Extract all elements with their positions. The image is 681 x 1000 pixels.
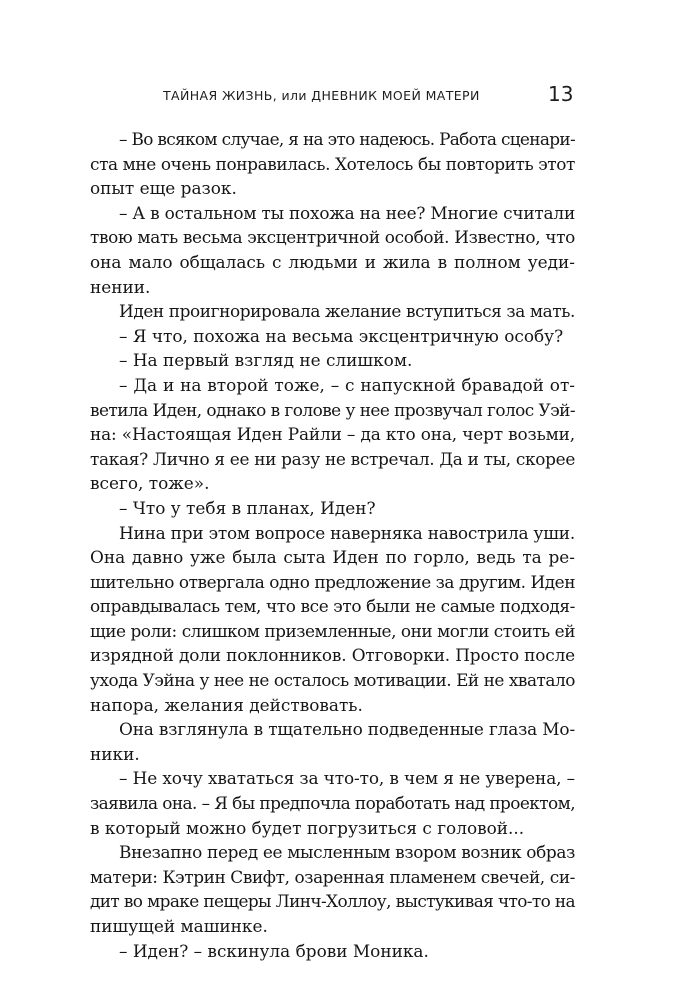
text-line: Внезапно перед ее мысленным взором возник образ [119, 842, 576, 863]
text-line: напора, желания действовать. [90, 694, 363, 715]
text-line: Она давно уже была сыта Иден по горло, ведь та ре- [90, 547, 575, 568]
text-line: всего, тоже». [90, 473, 210, 494]
text-line: опыт еще разок. [90, 178, 237, 199]
text-line: – Я что, похожа на весьма эксцентричную особу? [119, 325, 564, 346]
text-line: Нина при этом вопросе наверняка навострила уши. [119, 522, 575, 543]
text-line: – На первый взгляд не слишком. [119, 350, 413, 371]
text-line: – Не хочу хвататься за что-то, в чем я не уверена, – [119, 768, 575, 789]
text-line: твою мать весьма эксцентричной особой. Известно, что [90, 227, 575, 248]
body-text [90, 127, 575, 963]
page-number: 13 [548, 82, 574, 106]
running-head: ТАЙНАЯ ЖИЗНЬ, или ДНЕВНИК МОЕЙ МАТЕРИ [163, 88, 480, 103]
text-line: шительно отвергала одно предложение за другим. Иден [90, 571, 575, 592]
text-line: в который можно будет погрузиться с головой... [90, 817, 525, 838]
text-line: на: «Настоящая Иден Райли – да кто она, черт возьми, [90, 424, 575, 445]
text-line: заявила она. – Я бы предпочла поработать над проектом, [90, 793, 575, 814]
text-line: ухода Уэйна у нее не осталось мотивации. Ей не хватало [90, 670, 575, 691]
text-line: изрядной доли поклонников. Отговорки. Просто после [90, 645, 575, 666]
text-line: – Да и на второй тоже, – с напускной бравадой от- [119, 374, 575, 395]
text-line: она мало общалась с людьми и жила в полном уеди- [90, 251, 575, 272]
text-line: пишущей машинке. [90, 916, 268, 936]
text-line: Она взглянула в тщательно подведенные глаза Мо- [119, 719, 575, 740]
text-line: ста мне очень понравилась. Хотелось бы повторить этот [90, 153, 575, 174]
text-line: – Иден? – вскинула брови Моника. [119, 940, 429, 961]
text-line: Иден проигнорировала желание вступиться за мать. [119, 301, 575, 322]
text-line: оправдывалась тем, что все это были не самые подходя- [90, 596, 576, 617]
text-line: ники. [90, 743, 140, 764]
text-line: – А в остальном ты похожа на нее? Многие считали [119, 202, 575, 223]
text-line: – Во всяком случае, я на это надеюсь. Работа сценари- [119, 129, 575, 149]
text-line: ветила Иден, однако в голове у нее прозвучал голос Уэй- [90, 399, 576, 420]
text-line: – Что у тебя в планах, Иден? [119, 497, 376, 518]
text-line: щие роли: слишком приземленные, они могли стоить ей [90, 620, 575, 641]
text-line: дит во мраке пещеры Линч-Холлоу, выстукивая что-то на [90, 891, 575, 912]
text-line: матери: Кэтрин Свифт, озаренная пламенем свечей, си- [90, 866, 575, 887]
text-line: такая? Лично я ее ни разу не встречал. Да и ты, скорее [90, 448, 575, 469]
text-line: нении. [90, 276, 151, 297]
